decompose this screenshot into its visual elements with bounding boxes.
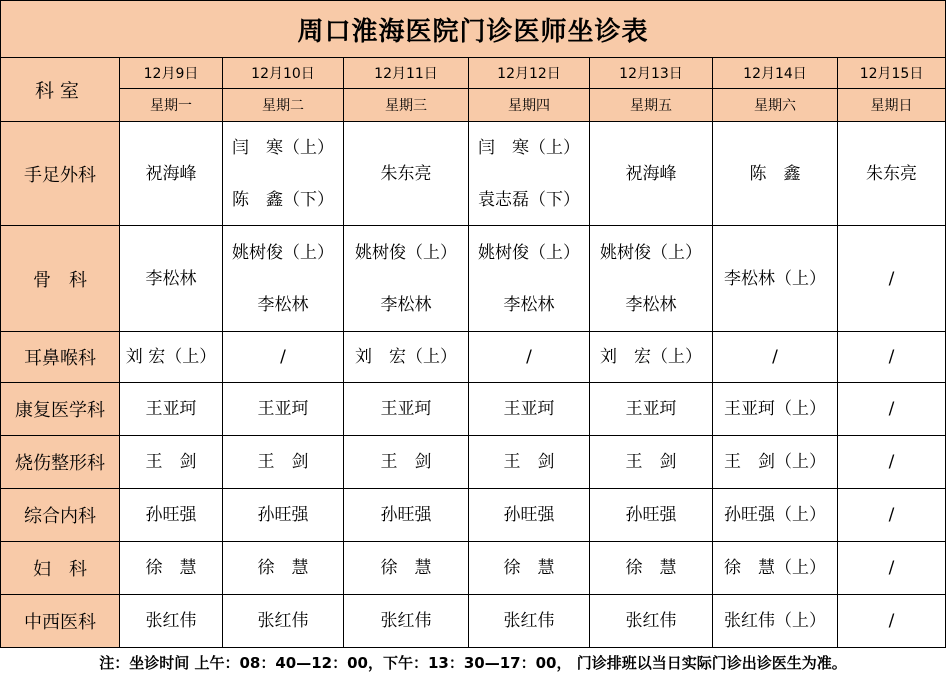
dept-column-header: 科室: [1, 58, 120, 122]
doctor-name: 姚树俊（上）: [600, 242, 702, 263]
doctor-name: 张红伟（上）: [724, 611, 826, 631]
doctor-name: 王 剑: [257, 452, 309, 472]
doctor-name: 李松林: [257, 294, 309, 315]
doctor-cell: [120, 489, 223, 542]
doctor-name: 徐 慧（上）: [724, 558, 826, 578]
doctor-name: 李松林: [503, 294, 555, 315]
doctor-name: 徐 慧: [145, 558, 197, 578]
doctor-cell: [223, 122, 344, 226]
weekday-header: 星期五: [590, 89, 713, 122]
doctor-cell: [713, 226, 838, 332]
doctor-cell: [713, 489, 838, 542]
doctor-name: 孙旺强: [380, 505, 432, 525]
doctor-cell: [590, 226, 713, 332]
table-row: [1, 226, 946, 332]
doctor-name: /: [280, 347, 286, 367]
weekday-header: 星期六: [713, 89, 838, 122]
doctor-name: 孙旺强: [145, 505, 197, 525]
doctor-cell: [344, 489, 469, 542]
doctor-name: 姚树俊（上）: [232, 242, 334, 263]
doctor-cell: [469, 122, 590, 226]
doctor-cell: [590, 436, 713, 489]
doctor-name: 刘 宏（上）: [600, 347, 702, 367]
doctor-name: 王亚珂: [257, 399, 309, 419]
doctor-cell: [344, 332, 469, 383]
date-header: 12月9日: [120, 58, 223, 89]
doctor-name: 祝海峰: [145, 163, 197, 184]
doctor-name: /: [888, 558, 895, 578]
doctor-cell: [713, 383, 838, 436]
doctor-cell: [469, 542, 590, 595]
doctor-name: 徐 慧: [503, 558, 555, 578]
dept-name: 手足外科: [1, 122, 120, 226]
doctor-name: 李松林: [380, 294, 432, 315]
doctor-cell: [590, 489, 713, 542]
doctor-cell: [838, 122, 946, 226]
doctor-name: 徐 慧: [257, 558, 309, 578]
doctor-cell: [590, 542, 713, 595]
doctor-name: 李松林: [145, 268, 197, 289]
doctor-name: 李松林（上）: [724, 268, 826, 289]
schedule-note: 注：坐诊时间 上午：08：40—12：00，下午：13：30—17：00， 门诊排班以当日实际门诊出诊医生为准。: [99, 654, 847, 672]
dept-name: 妇 科: [1, 542, 120, 595]
dept-name: 综合内科: [1, 489, 120, 542]
doctor-cell: [713, 332, 838, 383]
doctor-cell: [223, 595, 344, 648]
dept-name: 康复医学科: [1, 383, 120, 436]
table-row: [1, 122, 946, 226]
doctor-cell: [590, 122, 713, 226]
doctor-name: /: [772, 347, 778, 367]
doctor-cell: [223, 226, 344, 332]
date-header: 12月14日: [713, 58, 838, 89]
doctor-cell: [838, 595, 946, 648]
doctor-name: 王亚珂（上）: [724, 399, 826, 419]
doctor-cell: [344, 122, 469, 226]
doctor-name: 张红伟: [503, 611, 555, 631]
doctor-name: /: [888, 452, 895, 472]
doctor-name: 张红伟: [257, 611, 309, 631]
date-header: 12月15日: [838, 58, 946, 89]
doctor-name: 孙旺强: [503, 505, 555, 525]
doctor-cell: [713, 122, 838, 226]
doctor-name: 王亚珂: [380, 399, 432, 419]
doctor-cell: [713, 595, 838, 648]
table-row: [1, 595, 946, 648]
dept-name: 中西医科: [1, 595, 120, 648]
doctor-cell: [713, 542, 838, 595]
doctor-name: 陈 鑫（下）: [232, 189, 334, 210]
weekday-header: 星期四: [469, 89, 590, 122]
doctor-name: 孙旺强: [257, 505, 309, 525]
dept-name: 烧伤整形科: [1, 436, 120, 489]
doctor-cell: [344, 226, 469, 332]
doctor-cell: [120, 595, 223, 648]
doctor-name: /: [888, 399, 895, 419]
weekday-header: 星期日: [838, 89, 946, 122]
dept-name: 骨 科: [1, 226, 120, 332]
doctor-cell: [590, 332, 713, 383]
doctor-cell: [344, 542, 469, 595]
table-row: [1, 542, 946, 595]
doctor-name: 王亚珂: [503, 399, 555, 419]
doctor-name: 闫 寒（上）: [232, 137, 334, 158]
date-header: 12月10日: [223, 58, 344, 89]
table-row: [1, 436, 946, 489]
doctor-name: 刘 宏（上）: [125, 347, 217, 367]
doctor-cell: [344, 383, 469, 436]
doctor-cell: [838, 489, 946, 542]
doctor-name: 王 剑: [380, 452, 432, 472]
doctor-name: 张红伟: [625, 611, 677, 631]
weekday-header: 星期二: [223, 89, 344, 122]
date-header: 12月12日: [469, 58, 590, 89]
doctor-cell: [469, 226, 590, 332]
doctor-cell: [590, 595, 713, 648]
doctor-name: /: [888, 347, 895, 367]
table-row: [1, 489, 946, 542]
doctor-name: 徐 慧: [380, 558, 432, 578]
doctor-name: 袁志磊（下）: [478, 189, 580, 210]
weekday-header: 星期一: [120, 89, 223, 122]
doctor-name: 朱东亮: [866, 163, 917, 184]
doctor-name: 王 剑: [503, 452, 555, 472]
doctor-name: 王 剑: [145, 452, 197, 472]
doctor-name: 张红伟: [145, 611, 197, 631]
doctor-cell: [344, 436, 469, 489]
doctor-cell: [838, 332, 946, 383]
doctor-cell: [838, 542, 946, 595]
table-row: [1, 332, 946, 383]
doctor-name: 孙旺强: [625, 505, 677, 525]
doctor-cell: [469, 383, 590, 436]
doctor-cell: [469, 489, 590, 542]
doctor-cell: [120, 436, 223, 489]
doctor-cell: [838, 383, 946, 436]
doctor-cell: [590, 383, 713, 436]
doctor-name: 刘 宏（上）: [355, 347, 457, 367]
doctor-name: 陈 鑫: [749, 163, 801, 184]
doctor-cell: [344, 595, 469, 648]
doctor-name: 祝海峰: [625, 163, 677, 184]
table-row: [1, 383, 946, 436]
doctor-name: /: [888, 505, 895, 525]
doctor-name: 王 剑（上）: [724, 452, 826, 472]
doctor-name: 姚树俊（上）: [355, 242, 457, 263]
doctor-name: /: [888, 268, 895, 289]
doctor-name: 王亚珂: [625, 399, 677, 419]
doctor-cell: [120, 122, 223, 226]
doctor-cell: [223, 542, 344, 595]
page-title: 周口淮海医院门诊医师坐诊表: [1, 1, 946, 58]
doctor-cell: [120, 383, 223, 436]
date-header: 12月13日: [590, 58, 713, 89]
doctor-cell: [120, 542, 223, 595]
weekday-header: 星期三: [344, 89, 469, 122]
doctor-cell: [223, 383, 344, 436]
doctor-cell: [223, 332, 344, 383]
doctor-name: 朱东亮: [380, 163, 432, 184]
doctor-name: /: [526, 347, 532, 367]
doctor-name: 孙旺强（上）: [724, 505, 826, 525]
doctor-cell: [838, 226, 946, 332]
doctor-cell: [713, 436, 838, 489]
doctor-name: /: [888, 611, 895, 631]
doctor-cell: [469, 595, 590, 648]
doctor-name: 李松林: [625, 294, 677, 315]
doctor-cell: [469, 332, 590, 383]
doctor-cell: [120, 226, 223, 332]
doctor-name: 姚树俊（上）: [478, 242, 580, 263]
doctor-name: 徐 慧: [625, 558, 677, 578]
doctor-cell: [838, 436, 946, 489]
doctor-cell: [223, 489, 344, 542]
doctor-cell: [120, 332, 223, 383]
dept-name: 耳鼻喉科: [1, 332, 120, 383]
doctor-name: 闫 寒（上）: [478, 137, 580, 158]
date-header: 12月11日: [344, 58, 469, 89]
doctor-name: 王 剑: [625, 452, 677, 472]
doctor-name: 王亚珂: [145, 399, 197, 419]
doctor-cell: [223, 436, 344, 489]
doctor-name: 张红伟: [380, 611, 432, 631]
doctor-cell: [469, 436, 590, 489]
